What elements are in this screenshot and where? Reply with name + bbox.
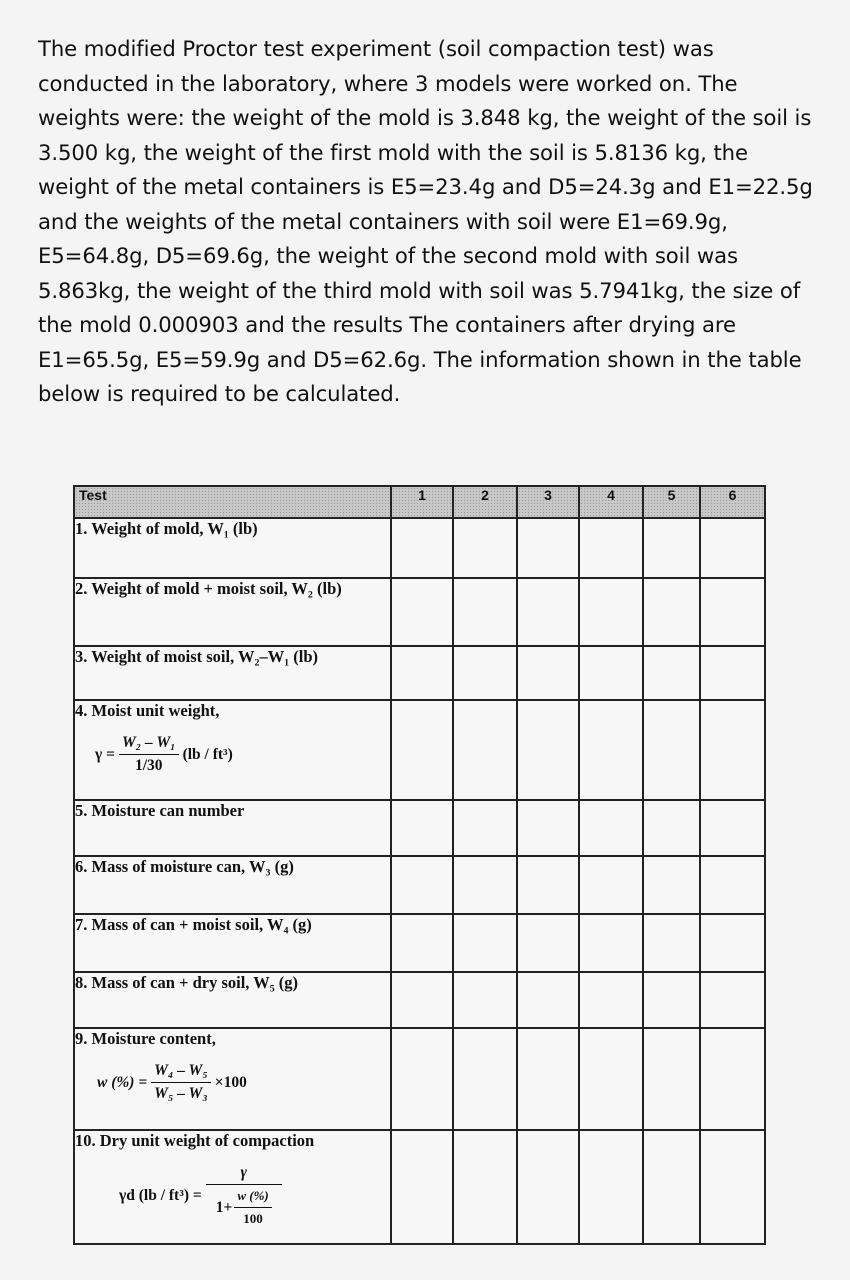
cell	[453, 578, 517, 646]
cell	[391, 578, 453, 646]
cell	[391, 700, 453, 800]
header-col-4: 4	[579, 486, 643, 518]
cell	[517, 972, 579, 1028]
table-row	[74, 800, 765, 856]
cell	[453, 1130, 517, 1244]
cell	[517, 646, 579, 700]
cell	[643, 1028, 700, 1130]
row-8-label: 8. Mass of can + dry soil, W₅ (g)	[74, 972, 391, 1028]
cell	[700, 972, 765, 1028]
cell	[391, 972, 453, 1028]
row-3-label: 3. Weight of moist soil, W₂–W₁ (lb)	[74, 646, 391, 700]
cell	[517, 1130, 579, 1244]
cell	[643, 700, 700, 800]
cell	[579, 518, 643, 578]
cell	[517, 578, 579, 646]
cell	[453, 1028, 517, 1130]
header-col-1: 1	[391, 486, 453, 518]
cell	[579, 856, 643, 914]
cell	[643, 800, 700, 856]
cell	[391, 1130, 453, 1244]
moisture-content-formula: w (%) = $\frac{\text{W₄ – W₅}}{\text{W₅ – W₃}}$ ×100	[97, 1062, 247, 1102]
cell	[579, 700, 643, 800]
cell	[579, 914, 643, 972]
cell	[643, 914, 700, 972]
cell	[643, 518, 700, 578]
row-10-label: 10. Dry unit weight of compaction γd (lb / ft³) = γ 1+ $\frac{w (\%)}{100}$	[74, 1130, 391, 1244]
cell	[700, 1130, 765, 1244]
table-header-row	[74, 486, 765, 518]
table-row	[74, 646, 765, 700]
header-col-5: 5	[643, 486, 700, 518]
cell	[700, 578, 765, 646]
cell	[700, 646, 765, 700]
cell	[453, 800, 517, 856]
header-test-label: Test	[74, 486, 391, 518]
table-row	[74, 914, 765, 972]
cell	[391, 914, 453, 972]
table-row	[74, 856, 765, 914]
table-row	[74, 1130, 765, 1244]
cell	[579, 1028, 643, 1130]
cell	[579, 800, 643, 856]
cell	[579, 578, 643, 646]
cell	[643, 646, 700, 700]
cell	[643, 1130, 700, 1244]
cell	[643, 578, 700, 646]
cell	[579, 646, 643, 700]
cell	[700, 1028, 765, 1130]
problem-text: The modified Proctor test experiment (soil compaction test) was conducted in the laboratory, where 3 models were worked on. The weights were: the weight of the mold is 3.848 kg, the weight of the soil is 3.500 kg, the weight of the first mold with the soil is 5.8136 kg, the weight of the metal containers is E5=23.4g and D5=24.3g and E1=22.5g and the weights of the metal containers with soil were E1=69.9g, E5=64.8g, D5=69.6g, the weight of the second mold with soil was 5.863kg, the weight of the third mold with soil was 5.7941kg, the size of the mold 0.000903 and the results The containers after drying are E1=65.5g, E5=59.9g and D5=62.6g. The information shown in the table below is required to be calculated.	[38, 36, 813, 406]
row-5-label: 5. Moisture can number	[74, 800, 391, 856]
table-row	[74, 518, 765, 578]
header-col-6: 6	[700, 486, 765, 518]
cell	[517, 856, 579, 914]
table-row	[74, 1028, 765, 1130]
row-4-label: 4. Moist unit weight, γ = $\frac{\text{W₂ – W₁}}{1/30}$ (lb / ft³)	[74, 700, 391, 800]
table-row	[74, 972, 765, 1028]
cell	[391, 1028, 453, 1130]
cell	[453, 972, 517, 1028]
cell	[700, 914, 765, 972]
table-row	[74, 578, 765, 646]
dry-unit-weight-formula: γd (lb / ft³) = γ 1+ $\frac{w (\%)}{100}$	[119, 1163, 390, 1229]
cell	[643, 972, 700, 1028]
cell	[517, 800, 579, 856]
compaction-data-table	[73, 485, 766, 1245]
cell	[517, 700, 579, 800]
cell	[579, 1130, 643, 1244]
cell	[391, 856, 453, 914]
row-9-label: 9. Moisture content, w (%) = $\frac{\text{W₄ – W₅}}{\text{W₅ – W₃}}$ ×100	[74, 1028, 391, 1130]
cell	[453, 914, 517, 972]
header-col-3: 3	[517, 486, 579, 518]
cell	[453, 646, 517, 700]
cell	[700, 856, 765, 914]
cell	[391, 800, 453, 856]
cell	[579, 972, 643, 1028]
cell	[517, 1028, 579, 1130]
row-1-label: 1. Weight of mold, W₁ (lb)	[74, 518, 391, 578]
cell	[391, 518, 453, 578]
cell	[700, 518, 765, 578]
row-6-label: 6. Mass of moisture can, W₃ (g)	[74, 856, 391, 914]
problem-statement	[38, 32, 818, 412]
cell	[643, 856, 700, 914]
moist-unit-weight-formula: γ = $\frac{\text{W₂ – W₁}}{1/30}$ (lb / ft³)	[95, 734, 233, 774]
cell	[391, 646, 453, 700]
cell	[517, 914, 579, 972]
header-col-2: 2	[453, 486, 517, 518]
cell	[700, 700, 765, 800]
cell	[453, 856, 517, 914]
cell	[700, 800, 765, 856]
cell	[453, 700, 517, 800]
row-7-label: 7. Mass of can + moist soil, W₄ (g)	[74, 914, 391, 972]
cell	[453, 518, 517, 578]
table-row	[74, 700, 765, 800]
cell	[517, 518, 579, 578]
row-2-label: 2. Weight of mold + moist soil, W₂ (lb)	[74, 578, 391, 646]
